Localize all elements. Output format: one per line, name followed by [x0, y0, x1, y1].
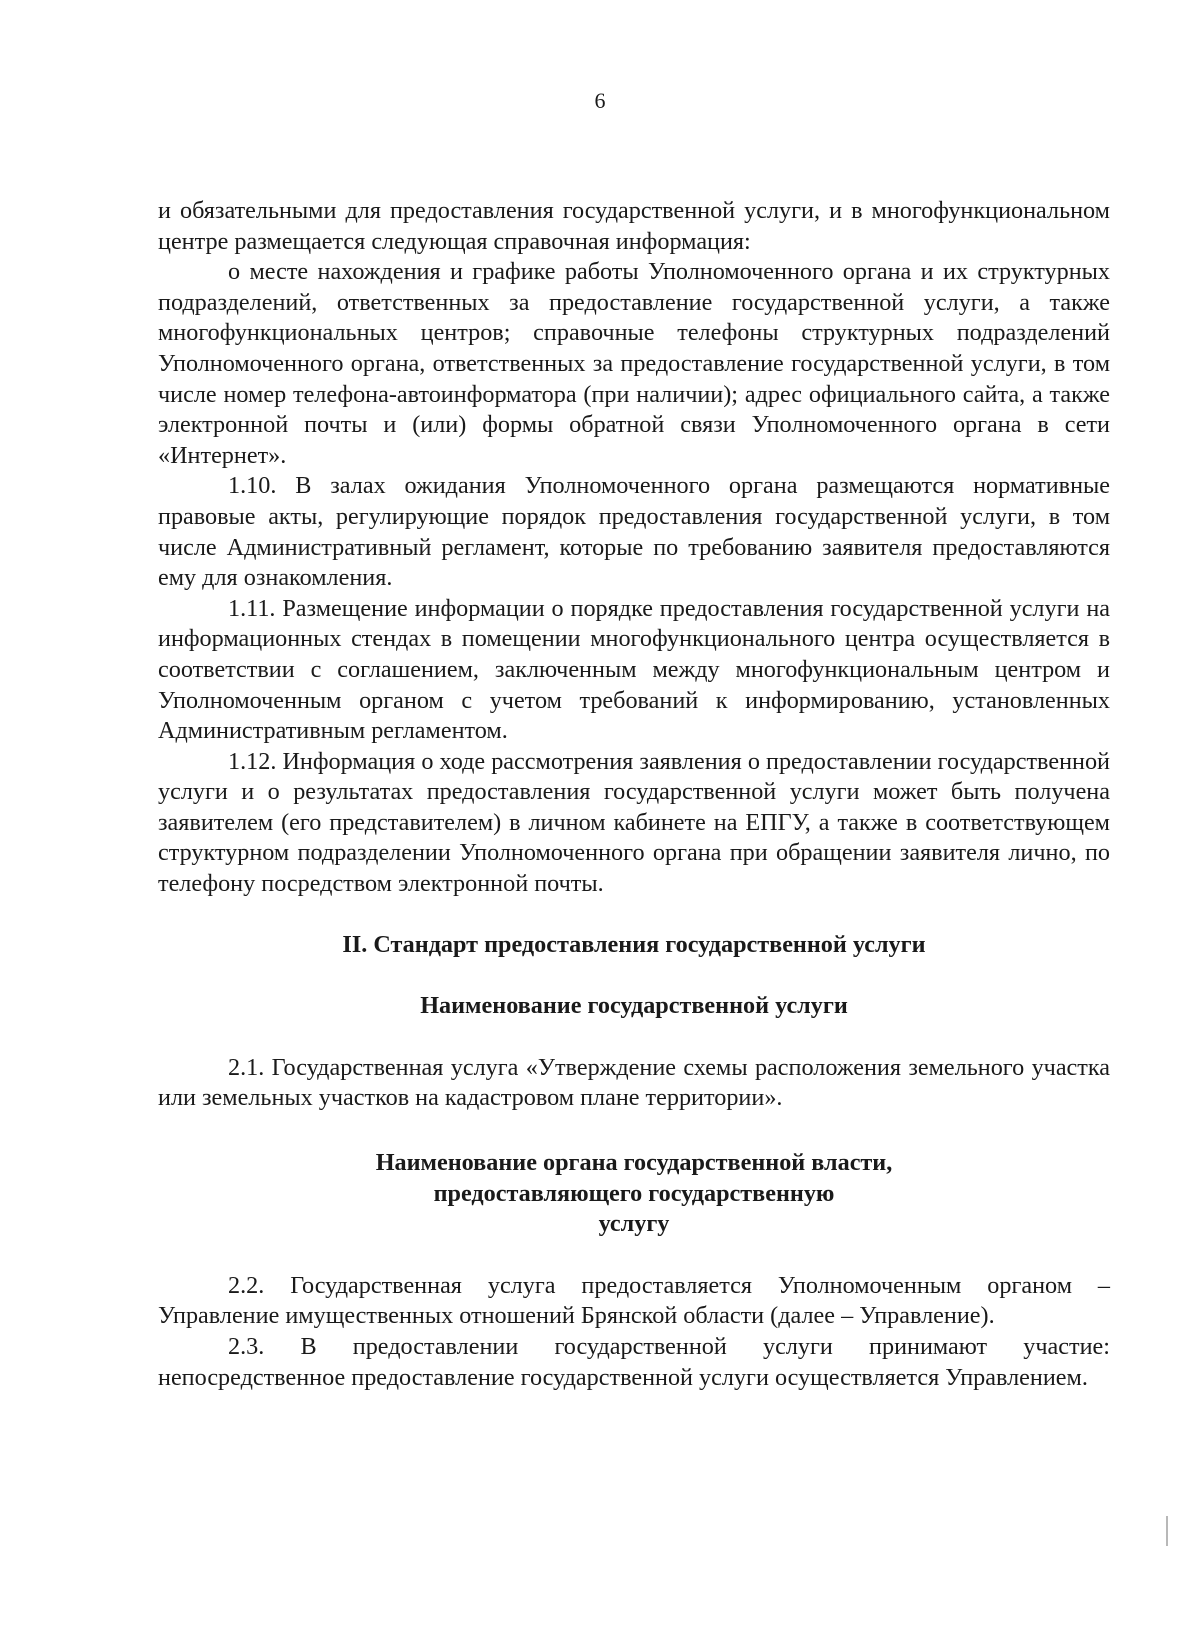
subheading-authority-line: услугу	[598, 1210, 670, 1238]
paragraph-1-10: 1.10. В залах ожидания Уполномоченного органа размещаются нормативные правовые акты, регулирующие порядок предоставления государственной услуги, в том числе Административный регламент, которые по требованию заявителя предоставляются ему для ознакомления.	[158, 472, 1110, 592]
page-number: 6	[594, 88, 606, 113]
paragraph-2-1: 2.1. Государственная услуга «Утверждение схемы расположения земельного участка или земельных участков на кадастровом плане территории».	[158, 1053, 1110, 1112]
subheading-authority-line: предоставляющего государственную	[433, 1179, 835, 1207]
subheading-authority	[158, 1148, 1110, 1240]
paragraph-intro-continuation: и обязательными для предоставления государственной услуги, и в многофункциональном центре размещается следующая справочная информация:	[158, 197, 1110, 255]
subheading-service-name: Наименование государственной услуги	[420, 992, 848, 1020]
section-title: II. Стандарт предоставления государственной услуги	[342, 930, 926, 958]
paragraph-reference-info: о месте нахождения и графике работы Уполномоченного органа и их структурных подразделений, ответственных за предоставление государственной услуги, а также многофункциональных центров; справочные телефоны структурных подразделений Уполномоченного органа, ответственных за предоставление государственной услуги, в том числе номер телефона-автоинформатора (при наличии); адрес официального сайта, а также электронной почты и (или) формы обратной связи Уполномоченного органа в сети «Интернет».	[158, 258, 1110, 469]
scan-edge-mark	[1166, 1516, 1168, 1546]
document-body	[158, 196, 1110, 1393]
subheading-authority-line: Наименование органа государственной власти,	[375, 1149, 893, 1177]
paragraph-2-2: 2.2. Государственная услуга предоставляется Уполномоченным органом – Управление имущественных отношений Брянской области (далее – Управление).	[158, 1271, 1110, 1330]
paragraph-1-11: 1.11. Размещение информации о порядке предоставления государственной услуги на информационных стендах в помещении многофункционального центра осуществляется в соответствии с соглашением, заключенным между многофункциональным центром и Уполномоченным органом с учетом требований к информированию, установленных Административным регламентом.	[158, 594, 1110, 745]
paragraph-1-12: 1.12. Информация о ходе рассмотрения заявления о предоставлении государственной услуги и о результатах предоставления государственной услуги может быть получена заявителем (его представителем) в личном кабинете на ЕПГУ, а также в соответствующем структурном подразделении Уполномоченного органа при обращении заявителя лично, по телефону посредством электронной почты.	[158, 747, 1110, 898]
paragraph-2-3: 2.3. В предоставлении государственной услуги принимают участие: непосредственное предоставление государственной услуги осуществляется Управлением.	[158, 1333, 1110, 1391]
